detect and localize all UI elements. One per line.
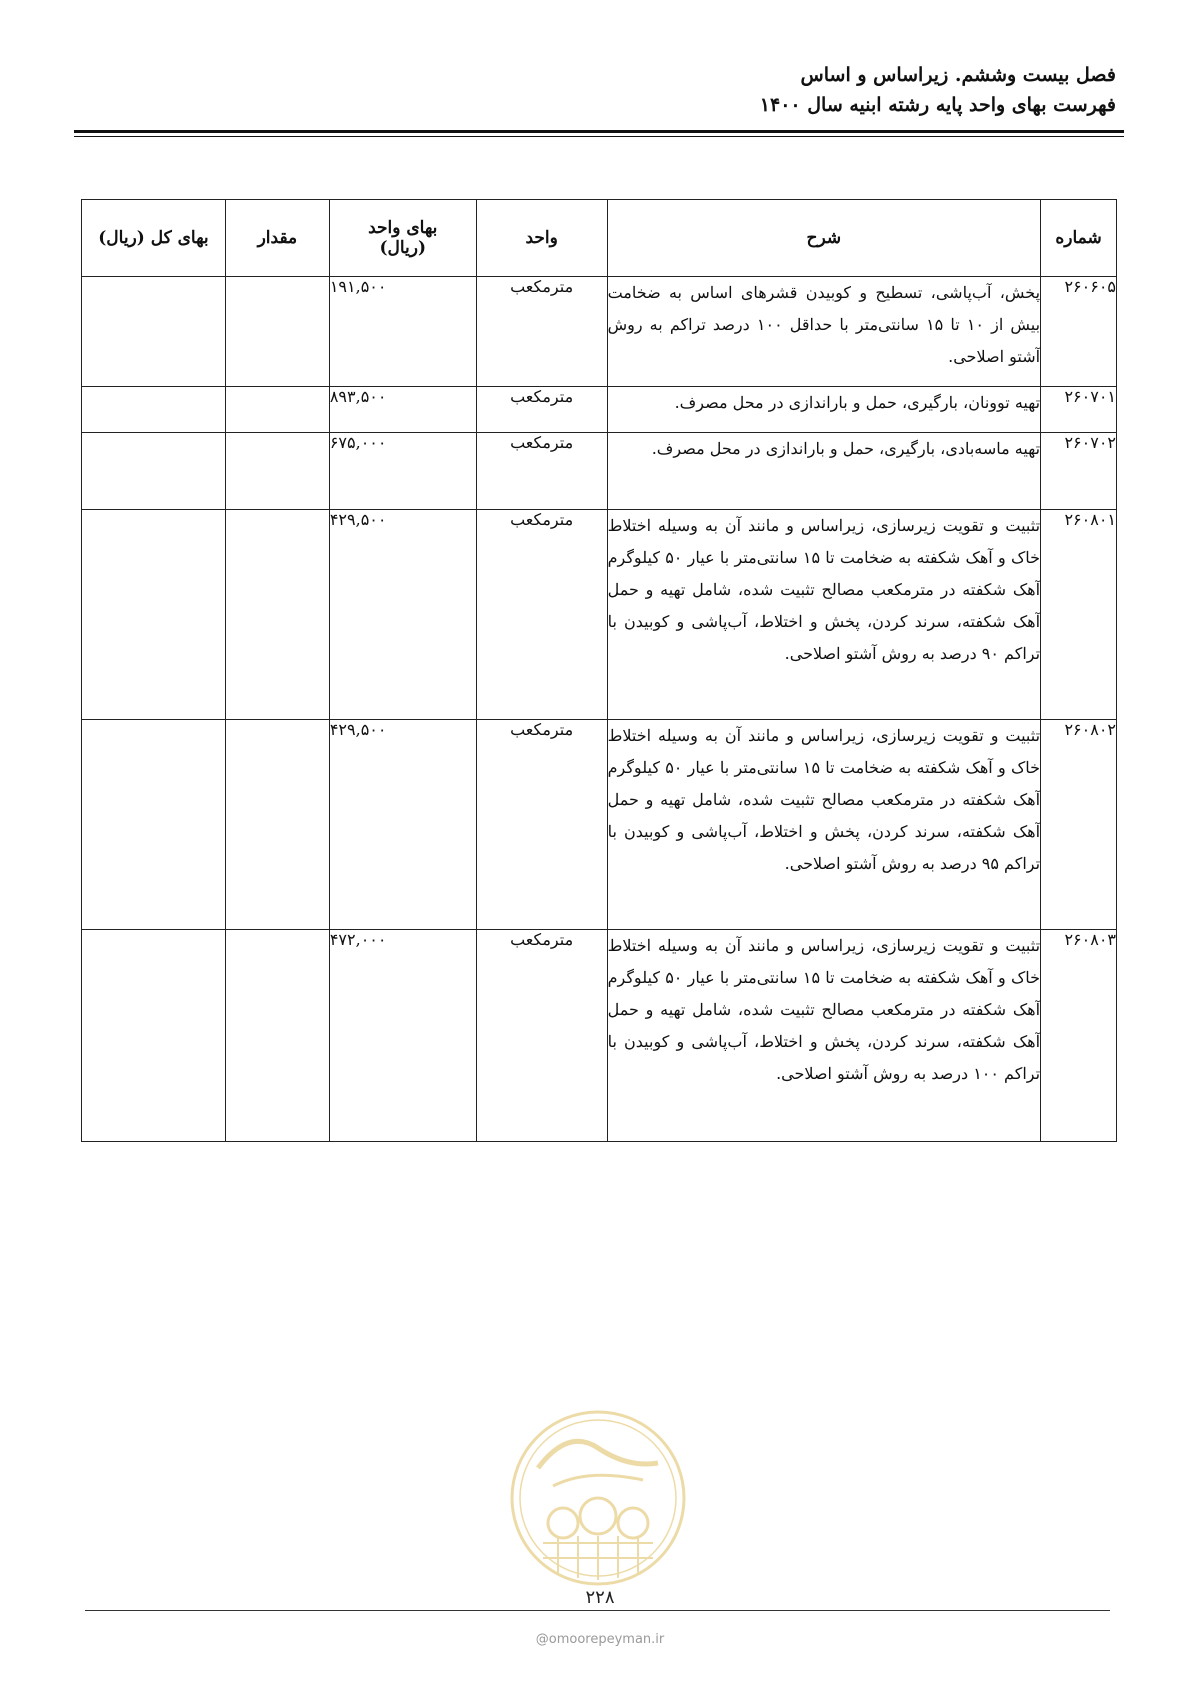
table-row <box>82 387 1117 433</box>
price-list-table <box>81 199 1117 1142</box>
item-unit: مترمکعب <box>476 387 607 433</box>
item-unit: مترمکعب <box>476 277 607 387</box>
item-quantity <box>225 510 329 720</box>
item-description: تثبیت و تقویت زیرسازی، زیراساس و مانند آن به وسیله اختلاط خاک و آهک شکفته به ضخامت تا ۱۵ سانتی‌متر با عیار ۵۰ کیلوگرم آهک شکفته در مترمکعب مصالح تثبیت شده، شامل تهیه و حمل آهک شکفته، سرند کردن، پخش و اختلاط، آب‌پاشی و کوبیدن با تراکم ۱۰۰ درصد به روش آشتو اصلاحی. <box>607 930 1040 1142</box>
item-total-price <box>82 930 226 1142</box>
table-row <box>82 930 1117 1142</box>
table-row <box>82 433 1117 510</box>
table-header-row <box>82 200 1117 277</box>
item-unit: مترمکعب <box>476 510 607 720</box>
item-description: تثبیت و تقویت زیرسازی، زیراساس و مانند آن به وسیله اختلاط خاک و آهک شکفته به ضخامت تا ۱۵ سانتی‌متر با عیار ۵۰ کیلوگرم آهک شکفته در مترمکعب مصالح تثبیت شده، شامل تهیه و حمل آهک شکفته، سرند کردن، پخش و اختلاط، آب‌پاشی و کوبیدن با تراکم ۹۵ درصد به روش آشتو اصلاحی. <box>607 720 1040 930</box>
item-code: ۲۶۰۸۰۱ <box>1041 510 1117 720</box>
item-description: تثبیت و تقویت زیرسازی، زیراساس و مانند آن به وسیله اختلاط خاک و آهک شکفته به ضخامت تا ۱۵ سانتی‌متر با عیار ۵۰ کیلوگرم آهک شکفته در مترمکعب مصالح تثبیت شده، شامل تهیه و حمل آهک شکفته، سرند کردن، پخش و اختلاط، آب‌پاشی و کوبیدن با تراکم ۹۰ درصد به روش آشتو اصلاحی. <box>607 510 1040 720</box>
item-description: تهیه توونان، بارگیری، حمل و باراندازی در محل مصرف. <box>607 387 1040 433</box>
item-code: ۲۶۰۸۰۳ <box>1041 930 1117 1142</box>
column-header-quantity: مقدار <box>225 200 329 277</box>
watermark-seal-logo <box>508 1408 688 1588</box>
document-subtitle: فهرست بهای واحد پایه رشته ابنیه سال ۱۴۰۰ <box>759 94 1116 116</box>
item-total-price <box>82 387 226 433</box>
table-row <box>82 720 1117 930</box>
item-quantity <box>225 930 329 1142</box>
table-row <box>82 277 1117 387</box>
item-quantity <box>225 720 329 930</box>
item-total-price <box>82 433 226 510</box>
item-unit-price: ۱۹۱,۵۰۰ <box>329 277 476 387</box>
item-unit-price: ۸۹۳,۵۰۰ <box>329 387 476 433</box>
watermark-url: @omoorepeyman.ir <box>535 1632 665 1647</box>
item-total-price <box>82 277 226 387</box>
unit-price-currency: (ریال) <box>379 238 427 258</box>
page-number: ۲۲۸ <box>585 1587 615 1608</box>
column-header-description: شرح <box>607 200 1040 277</box>
item-code: ۲۶۰۷۰۱ <box>1041 387 1117 433</box>
item-unit-price: ۴۲۹,۵۰۰ <box>329 510 476 720</box>
item-unit-price: ۴۲۹,۵۰۰ <box>329 720 476 930</box>
item-description: تهیه ماسه‌بادی، بارگیری، حمل و باراندازی در محل مصرف. <box>607 433 1040 510</box>
item-total-price <box>82 720 226 930</box>
unit-price-label: بهای واحد <box>368 218 438 238</box>
footer-rule <box>85 1610 1110 1611</box>
item-description: پخش، آب‌پاشی، تسطیح و کوبیدن قشرهای اساس به ضخامت بیش از ۱۰ تا ۱۵ سانتی‌متر با حداقل ۱۰۰ درصد تراکم به روش آشتو اصلاحی. <box>607 277 1040 387</box>
item-quantity <box>225 277 329 387</box>
column-header-unit-price <box>329 200 476 277</box>
item-quantity <box>225 387 329 433</box>
chapter-title: فصل بیست وششم. زیراساس و اساس <box>800 64 1116 86</box>
item-unit: مترمکعب <box>476 930 607 1142</box>
item-unit-price: ۶۷۵,۰۰۰ <box>329 433 476 510</box>
item-code: ۲۶۰۸۰۲ <box>1041 720 1117 930</box>
item-unit-price: ۴۷۲,۰۰۰ <box>329 930 476 1142</box>
item-code: ۲۶۰۷۰۲ <box>1041 433 1117 510</box>
item-unit: مترمکعب <box>476 433 607 510</box>
column-header-unit: واحد <box>476 200 607 277</box>
page-header <box>76 60 1116 120</box>
column-header-code: شماره <box>1041 200 1117 277</box>
item-quantity <box>225 433 329 510</box>
item-code: ۲۶۰۶۰۵ <box>1041 277 1117 387</box>
item-unit: مترمکعب <box>476 720 607 930</box>
header-rule-thin <box>74 136 1124 137</box>
item-total-price <box>82 510 226 720</box>
column-header-total-price: بهای کل (ریال) <box>82 200 226 277</box>
table-row <box>82 510 1117 720</box>
header-rule-thick <box>74 130 1124 133</box>
